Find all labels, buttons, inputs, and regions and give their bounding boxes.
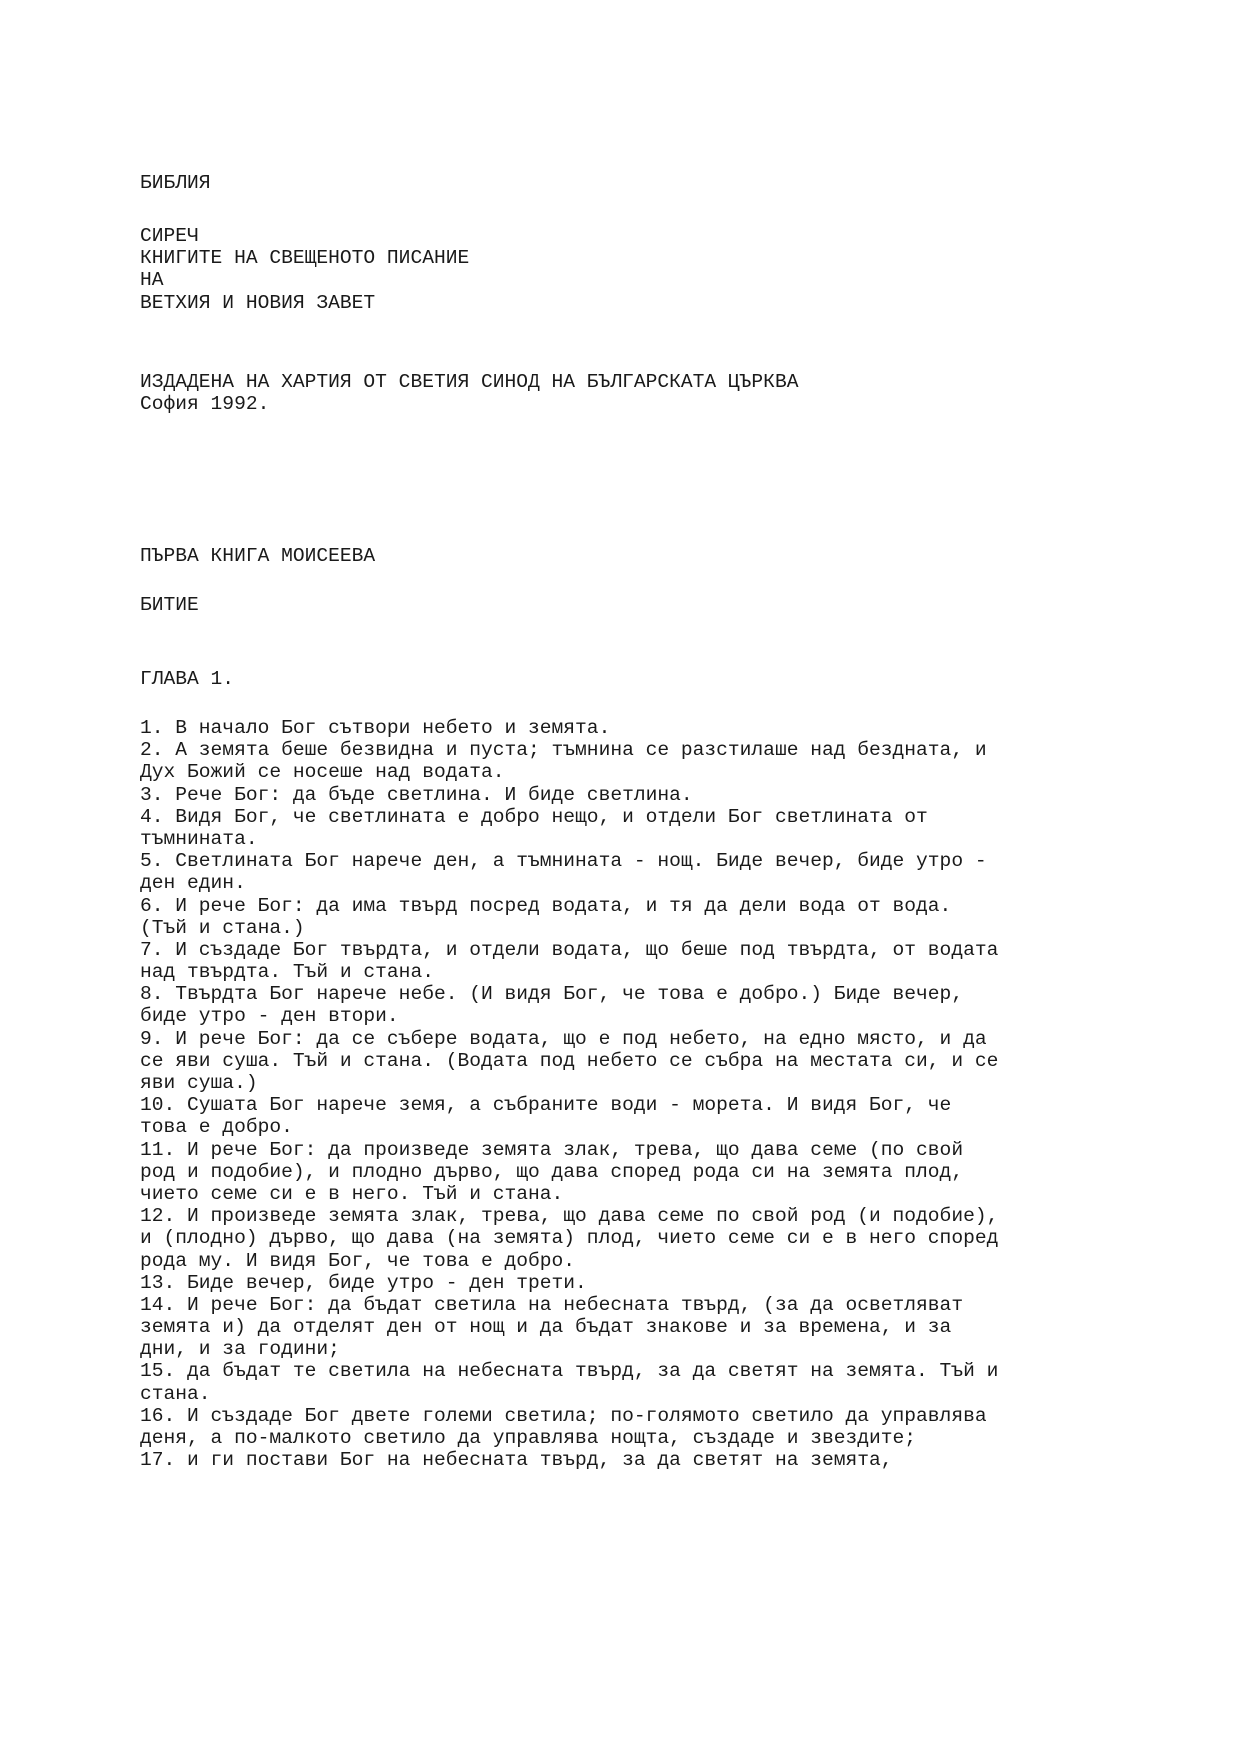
verse-line: 2. А земята беше безвидна и пуста; тъмнина се разстилаше над бездната, и	[140, 739, 987, 762]
verse-line: деня, а по-малкото светило да управлява нощта, създаде и звездите;	[140, 1427, 917, 1449]
subtitle-line: ВЕТХИЯ И НОВИЯ ЗАВЕТ	[140, 291, 376, 314]
verse-line: 10. Сушата Бог нарече земя, а събраните води - морета. И видя Бог, че	[140, 1094, 952, 1117]
verse-line: 12. И произведе земята злак, трева, що дава семе по свой род (и подобие),	[140, 1205, 999, 1228]
verse-line: земята и) да отделят ден от нощ и да бъдат знакове и за времена, и за	[140, 1316, 952, 1339]
verse-line: 7. И създаде Бог твърдта, и отдели водата, що беше под твърдта, от водата	[140, 938, 999, 961]
verse-line: 15. да бъдат те светила на небесната твърд, за да светят на земята. Тъй и	[140, 1360, 999, 1383]
bible-title-block	[140, 172, 211, 194]
subtitle-line: СИРЕЧ	[140, 225, 199, 247]
verse-line: 1. В начало Бог сътвори небето и земята.	[140, 717, 611, 739]
publisher-line: ИЗДАДЕНА НА ХАРТИЯ ОТ СВЕТИЯ СИНОД НА БЪЛГАРСКАТА ЦЪРКВА	[140, 371, 799, 393]
verse-line: (Тъй и стана.)	[140, 916, 305, 939]
verse-line: 6. И рече Бог: да има твърд посред водата, и тя да дели вода от вода.	[140, 894, 952, 917]
subtitle-line: КНИГИТЕ НА СВЕЩЕНОТО ПИСАНИЕ	[140, 247, 470, 270]
book-name: БИТИЕ	[140, 594, 199, 616]
subtitle-line: НА	[140, 269, 164, 292]
book-title-block	[140, 545, 375, 567]
chapter-text	[140, 717, 998, 1471]
verse-line: се яви суша. Тъй и стана. (Водата под небето се събра на местата си, и се	[140, 1049, 999, 1072]
verse-line: това е добро.	[140, 1116, 293, 1139]
verse-line: и (плодно) дърво, що дава (на земята) плод, чието семе си е в него според	[140, 1227, 999, 1250]
verse-line: род и подобие), и плодно дърво, що дава според рода си на земята плод,	[140, 1160, 964, 1183]
bible-title: БИБЛИЯ	[140, 172, 211, 194]
verse-line: яви суша.)	[140, 1072, 258, 1094]
chapter-heading: ГЛАВА 1.	[140, 668, 235, 690]
verse-line: 13. Биде вечер, биде утро - ден трети.	[140, 1271, 587, 1294]
verse-line: стана.	[140, 1382, 211, 1405]
verse-line: 11. И рече Бог: да произведе земята злак, трева, що дава семе (по свой	[140, 1138, 964, 1161]
verse-line: 14. И рече Бог: да бъдат светила на небесната твърд, (за да осветляват	[140, 1293, 964, 1316]
verse-line: 9. И рече Бог: да се събере водата, що е под небето, на едно място, и да	[140, 1027, 987, 1050]
chapter-heading-block	[140, 668, 234, 690]
verse-line: 3. Рече Бог: да бъде светлина. И биде светлина.	[140, 783, 693, 806]
verse-line: ден един.	[140, 872, 246, 895]
verse-line: 17. и ги постави Бог на небесната твърд, за да светят на земята,	[140, 1449, 893, 1472]
book-name-block	[140, 594, 199, 616]
verse-line: рода му. И видя Бог, че това е добро.	[140, 1249, 576, 1272]
verse-line: 16. И създаде Бог двете големи светила; по-голямото светило да управлява	[140, 1404, 987, 1427]
verse-line: чието семе си е в него. Тъй и стана.	[140, 1182, 564, 1205]
verse-line: над твърдта. Тъй и стана.	[140, 961, 434, 984]
verse-line: 5. Светлината Бог нарече ден, а тъмнината - нощ. Биде вечер, биде утро -	[140, 850, 987, 873]
publisher-block	[140, 371, 798, 415]
book-title: ПЪРВА КНИГА МОИСЕЕВА	[140, 545, 376, 567]
verse-line: дни, и за години;	[140, 1338, 340, 1361]
verse-line: Дух Божий се носеше над водата.	[140, 761, 505, 784]
verse-line: 4. Видя Бог, че светлината е добро нещо, и отдели Бог светлината от	[140, 805, 928, 828]
place-year: София 1992.	[140, 393, 270, 416]
verse-line: биде утро - ден втори.	[140, 1005, 399, 1028]
verse-line: тъмнината.	[140, 827, 258, 850]
subtitle-block	[140, 225, 469, 314]
verse-line: 8. Твърдта Бог нарече небе. (И видя Бог, че това е добро.) Биде вечер,	[140, 983, 964, 1006]
